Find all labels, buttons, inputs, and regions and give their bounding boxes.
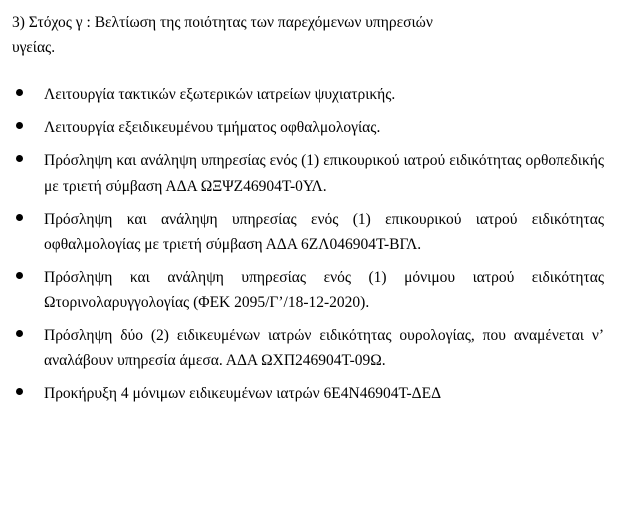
list-item-text: Πρόσληψη και ανάληψη υπηρεσίας ενός (1) επικουρικού ιατρού ειδικότητας οφθαλμολογίας με τριετή σύμβαση ΑΔΑ 6ΖΛ046904Τ-ΒΓΛ. [44, 210, 604, 253]
list-item [44, 265, 604, 315]
document-page [0, 10, 628, 508]
list-item-text: Πρόσληψη και ανάληψη υπηρεσίας ενός (1) μόνιμου ιατρού ειδικότητας Ωτορινολαρυγγολογίας (ΦΕΚ 2095/Γ’/18-12-2020). [44, 268, 604, 311]
bullet-dot-icon [16, 122, 23, 129]
bullet-dot-icon [16, 272, 23, 279]
list-item [44, 82, 604, 107]
list-item [44, 148, 604, 198]
list-item-text: Πρόσληψη και ανάληψη υπηρεσίας ενός (1) επικουρικού ιατρού ειδικότητας ορθοπεδικής με τριετή σύμβαση ΑΔΑ ΩΞΨZ46904Τ-0ΥΛ. [44, 152, 604, 195]
bullet-dot-icon [16, 89, 23, 96]
bullet-dot-icon [16, 214, 23, 221]
bullet-dot-icon [16, 388, 23, 395]
list-item-text: Λειτουργία εξειδικευμένου τμήματος οφθαλμολογίας. [44, 119, 381, 137]
list-item [44, 323, 604, 373]
list-item [44, 207, 604, 257]
intro-paragraph-line1: 3) Στόχος γ : Βελτίωση της ποιότητας των παρεχόμενων υπηρεσιών [12, 14, 433, 31]
bullet-list [0, 82, 628, 406]
bullet-dot-icon [16, 155, 23, 162]
list-item-text: Πρόσληψη δύο (2) ειδικευμένων ιατρών ειδικότητας ουρολογίας, που αναμένεται ν’ αναλάβουν υπηρεσία άμεσα. ΑΔΑ ΩΧΠ246904Τ-09Ω. [44, 327, 604, 370]
bullet-dot-icon [16, 330, 23, 337]
intro-paragraph-line2: υγείας. [12, 39, 56, 57]
list-item-text: Προκήρυξη 4 μόνιμων ειδικευμένων ιατρών 6Ε4Ν46904Τ-ΔΕΔ [44, 385, 442, 403]
list-item [44, 115, 604, 140]
list-item [44, 381, 604, 406]
list-item-text: Λειτουργία τακτικών εξωτερικών ιατρείων ψυχιατρικής. [44, 86, 396, 104]
